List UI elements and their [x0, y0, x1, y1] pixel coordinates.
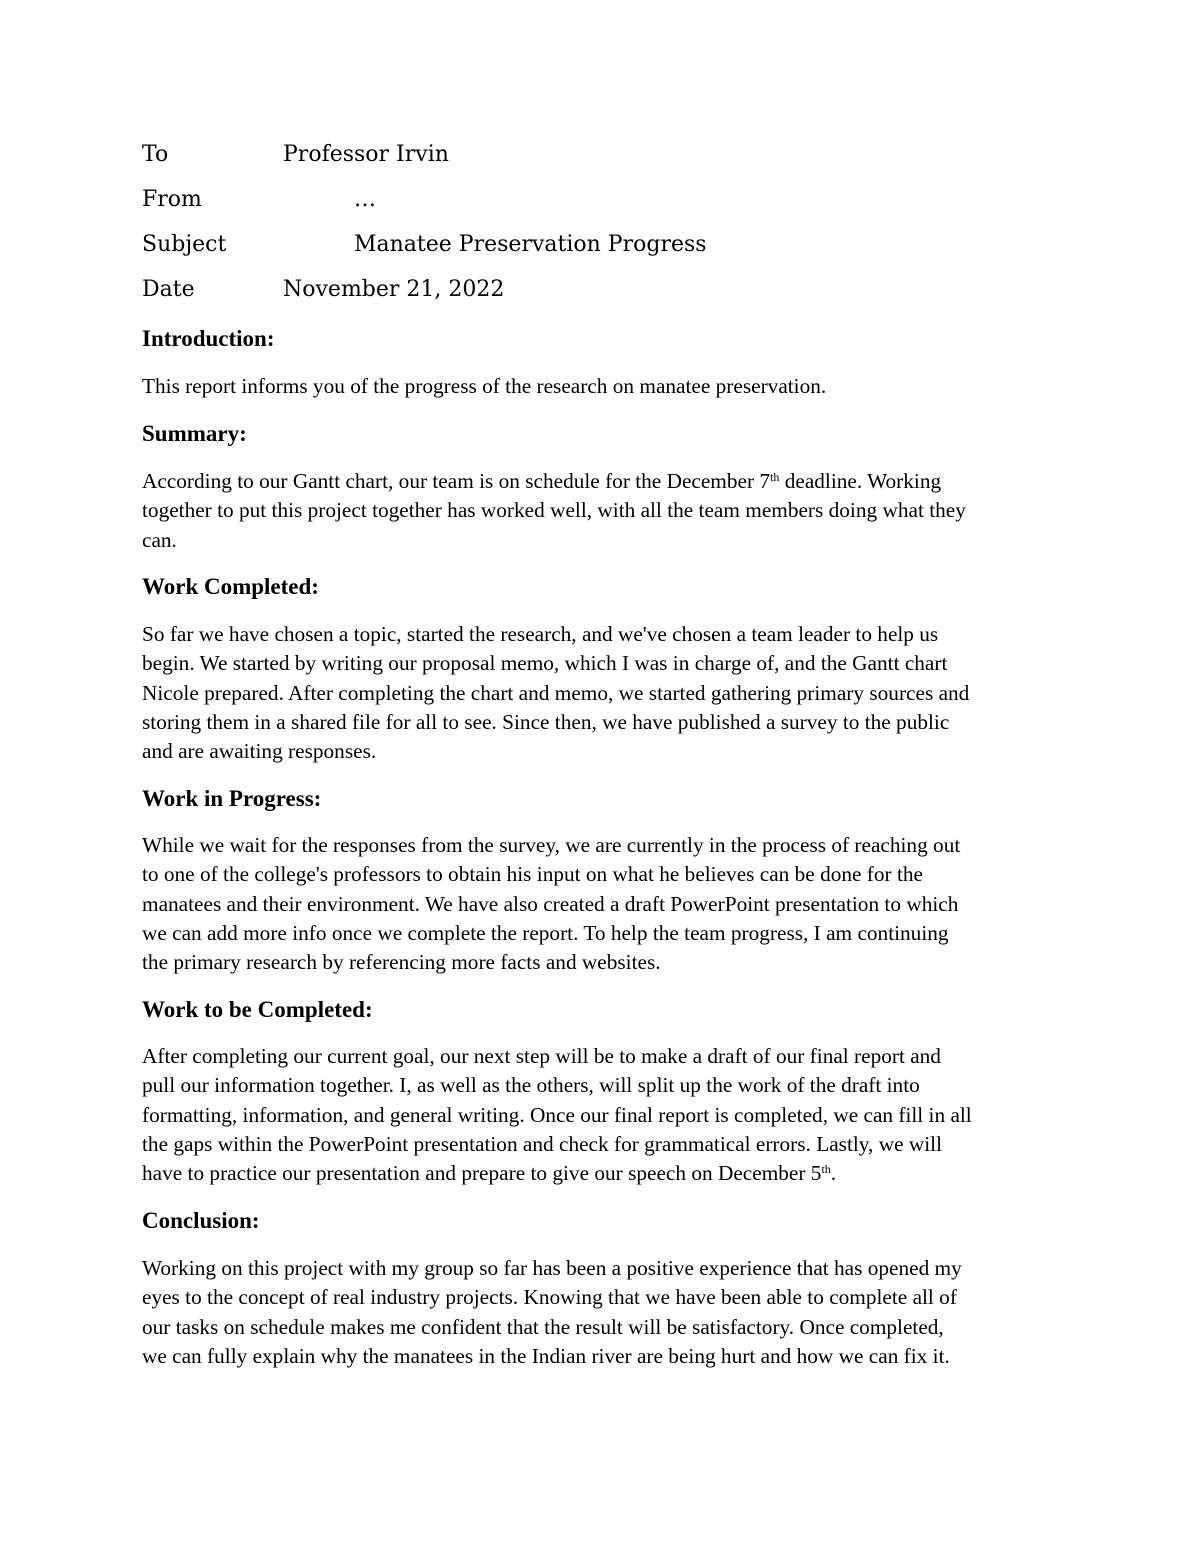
paragraph-line — [142, 467, 1072, 496]
wtbc-text-before-sup: have to practice our presentation and prepare to give our speech on December 5 — [142, 1161, 822, 1186]
summary-heading: Summary: — [142, 421, 247, 446]
paragraph-line: manatees and their environment. We have also created a draft PowerPoint presentation to which — [142, 891, 959, 916]
paragraph-line: Working on this project with my group so far has been a positive experience that has opened my — [142, 1256, 962, 1280]
paragraph-line: pull our information together. I, as well as the others, will split up the work of the draft into — [142, 1073, 920, 1098]
work-completed-heading: Work Completed: — [142, 574, 319, 599]
paragraph-line: can. — [142, 527, 177, 552]
introduction-heading: Introduction: — [142, 326, 275, 351]
paragraph-line: While we wait for the responses from the survey, we are currently in the process of reaching out — [142, 833, 961, 857]
paragraph-line: we can add more info once we complete the report. To help the team progress, I am continuing — [142, 920, 949, 945]
paragraph-line: and are awaiting responses. — [142, 739, 377, 764]
paragraph-line: storing them in a shared file for all to see. Since then, we have published a survey to the public — [142, 709, 950, 734]
work-in-progress-heading: Work in Progress: — [142, 786, 322, 811]
subject-label: Subject — [142, 232, 227, 257]
work-to-be-completed-heading: Work to be Completed: — [142, 997, 373, 1022]
summary-text-after-sup: deadline. Working — [779, 469, 942, 493]
wtbc-text-after-sup: . — [830, 1161, 837, 1186]
summary-paragraph — [142, 467, 1072, 555]
work-to-be-completed-paragraph — [142, 1042, 1072, 1188]
paragraph-line: eyes to the concept of real industry projects. Knowing that we have been able to complete all of — [142, 1285, 957, 1310]
from-label: From — [142, 187, 202, 212]
paragraph-line: to one of the college's professors to obtain his input on what he believes can be done for the — [142, 862, 923, 887]
paragraph-line: the primary research by referencing more facts and websites. — [142, 950, 661, 975]
paragraph-line: we can fully explain why the manatees in the Indian river are being hurt and how we can fix it. — [142, 1343, 950, 1368]
paragraph-line: our tasks on schedule makes me confident that the result will be satisfactory. Once completed, — [142, 1314, 944, 1339]
paragraph-line: Nicole prepared. After completing the chart and memo, we started gathering primary sources and — [142, 680, 970, 705]
paragraph-line — [142, 1159, 1072, 1188]
conclusion-paragraph — [142, 1254, 1072, 1371]
paragraph-line: begin. We started by writing our proposal memo, which I was in charge of, and the Gantt chart — [142, 651, 948, 676]
conclusion-heading: Conclusion: — [142, 1208, 260, 1233]
ordinal-suffix: th — [770, 470, 780, 484]
date-label: Date — [142, 277, 195, 302]
paragraph-line: the gaps within the PowerPoint presentation and check for grammatical errors. Lastly, we will — [142, 1131, 942, 1156]
to-label: To — [142, 142, 169, 167]
to-value: Professor Irvin — [283, 142, 449, 167]
date-value: November 21, 2022 — [283, 277, 505, 302]
paragraph-line: together to put this project together has worked well, with all the team members doing what they — [142, 498, 966, 523]
summary-text-before-sup: According to our Gantt chart, our team is on schedule for the December 7 — [142, 469, 771, 493]
paragraph-line: formatting, information, and general writing. Once our final report is completed, we can fill in all — [142, 1102, 972, 1127]
paragraph-line: So far we have chosen a topic, started the research, and we've chosen a team leader to help us — [142, 622, 939, 646]
paragraph-line: This report informs you of the progress of the research on manatee preservation. — [142, 374, 827, 398]
ordinal-suffix: th — [821, 1162, 831, 1177]
introduction-paragraph — [142, 372, 1072, 401]
from-value: … — [354, 187, 376, 212]
paragraph-line: After completing our current goal, our next step will be to make a draft of our final report and — [142, 1044, 941, 1068]
subject-value: Manatee Preservation Progress — [354, 232, 707, 257]
work-completed-paragraph — [142, 620, 1072, 766]
work-in-progress-paragraph — [142, 831, 1072, 977]
